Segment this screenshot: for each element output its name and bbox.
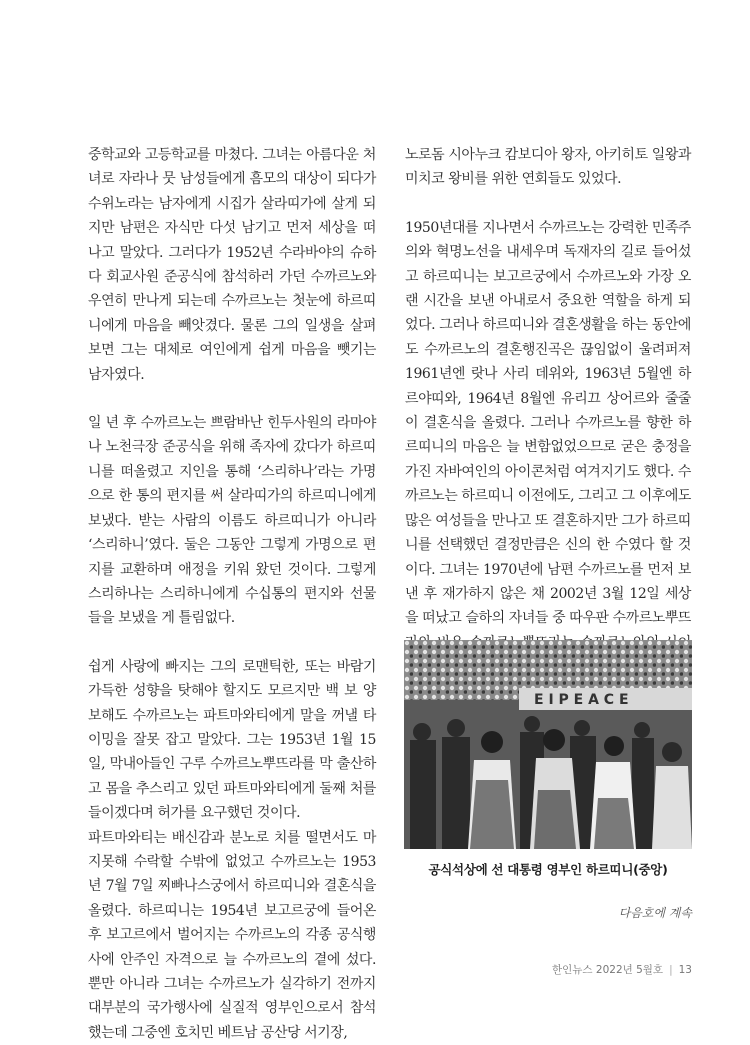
footer-separator: | xyxy=(669,964,673,976)
body-paragraph: 쉽게 사랑에 빠지는 그의 로맨틱한, 또는 바람기 가득한 성향을 탓해야 할지도 모르지만 백 보 양보해도 수까르노는 파트마와티에게 말을 꺼낼 타이밍을 잘못 잡고 말았다. 그는 1953년 1월 15일, 막내아들인 구루 수까르노뿌뜨라를 막 출산하고 몸을 추스리고 있던 파트마와티에게 둘째 처를 들이겠다며 허가를 요구했던 것이다. xyxy=(88,658,376,822)
article-photo xyxy=(404,640,692,849)
body-paragraph: 중학교와 고등학교를 마쳤다. 그녀는 아름다운 처녀로 자라나 뭇 남성들에게 흠모의 대상이 되다가 수위노라는 남자에게 시집가 살라띠가에 살게 되지만 남편은 자식만 다섯 남기고 먼저 세상을 떠나고 말았다. 그러다가 1952년 수라바야의 슈하다 회교사원 준공식에 참석하러 가던 수까르노와 우연히 만나게 되는데 수까르노는 첫눈에 하르띠니에게 마음을 빼앗겼다. 물론 그의 일생을 살펴보면 그는 대체로 여인에게 쉽게 마음을 뺏기는 남자였다. xyxy=(88,147,376,383)
continuation-note: 다음호에 계속 xyxy=(618,906,692,920)
left-column xyxy=(88,143,376,1045)
body-paragraph: 노로돔 시아누크 캄보디아 왕자, 아키히토 일왕과 미치코 왕비를 위한 연회들도 있었다. xyxy=(405,147,691,188)
body-paragraph: 1950년대를 지나면서 수까르노는 강력한 민족주의와 혁명노선을 내세우며 독재자의 길로 들어섰고 하르띠니는 보고르궁에서 수까르노와 가장 오랜 시간을 보낸 아내로서 중요한 역할을 하게 되었다. 그러나 하르띠니와 결혼생활을 하는 동안에도 수까르노의 결혼행진곡은 끊임없이 울려퍼져 1961년엔 랏나 사리 데위와, 1963년 5월엔 하르야띠와, 1964년 8월엔 유리끄 상어르와 줄줄이 결혼식을 올렸다. 그러나 수까르노를 향한 하르띠니의 마음은 늘 변함없었으므로 굳은 충정을 가진 자바여인의 아이콘처럼 여겨지기도 했다. 수까르노는 하르띠니 이전에도, 그리고 그 이후에도 많은 여성들을 만나고 또 결혼하지만 그가 하르띠니를 선택했던 결정만큼은 신의 한 수였다 할 것이다. 그녀는 1970년에 남편 수까르노를 먼저 보낸 후 재가하지 않은 채 2002년 3월 12일 세상을 떠났고 슬하의 자녀들 중 따우판 수까르노뿌뜨 xyxy=(405,219,691,627)
page-footer xyxy=(552,962,692,977)
body-paragraph: 일 년 후 수까르노는 쁘람바난 힌두사원의 라마야나 노천극장 준공식을 위해 족자에 갔다가 하르띠니를 떠올렸고 지인을 통해 ‘스리하나’라는 가명으로 한 통의 편지를 써 살라띠가의 하르띠니에게 보냈다. 받는 사람의 이름도 하르띠니가 아니라 ‘스리하니’였다. 둘은 그동안 그렇게 가명으로 편지를 교환하며 애정을 키워 왔던 것이다. 그렇게 스리하나는 스리하니에게 수십통의 편지와 선물들을 보냈을 게 틀림없다. xyxy=(88,415,376,627)
photo-caption: 공식석상에 선 대통령 영부인 하르띠니(중앙) xyxy=(428,862,668,877)
banner-text: E I P E A C E xyxy=(534,692,629,708)
right-column xyxy=(405,143,691,704)
page-number: 13 xyxy=(678,964,692,976)
body-paragraph: 파트마와티는 배신감과 분노로 치를 떨면서도 마지못해 수락할 수밖에 없었고 수까르노는 1953년 7월 7일 찌빠나스궁에서 하르띠니와 결혼식을 올렸다. 하르띠니는 1954년 보고르궁에 들어온 후 보고르에서 벌어지는 수까르노의 각종 공식행사에 안주인 자격으로 늘 수까르노의 곁에 섰다. 뿐만 아니라 그녀는 수까르노가 실각하기 전까지 대부분의 국가행사에 실질적 영부인으로서 참석했는데 그중엔 호치민 베트남 공산당 서기장, xyxy=(88,829,376,1041)
publication-name: 한인뉴스 2022년 5월호 xyxy=(552,964,664,976)
